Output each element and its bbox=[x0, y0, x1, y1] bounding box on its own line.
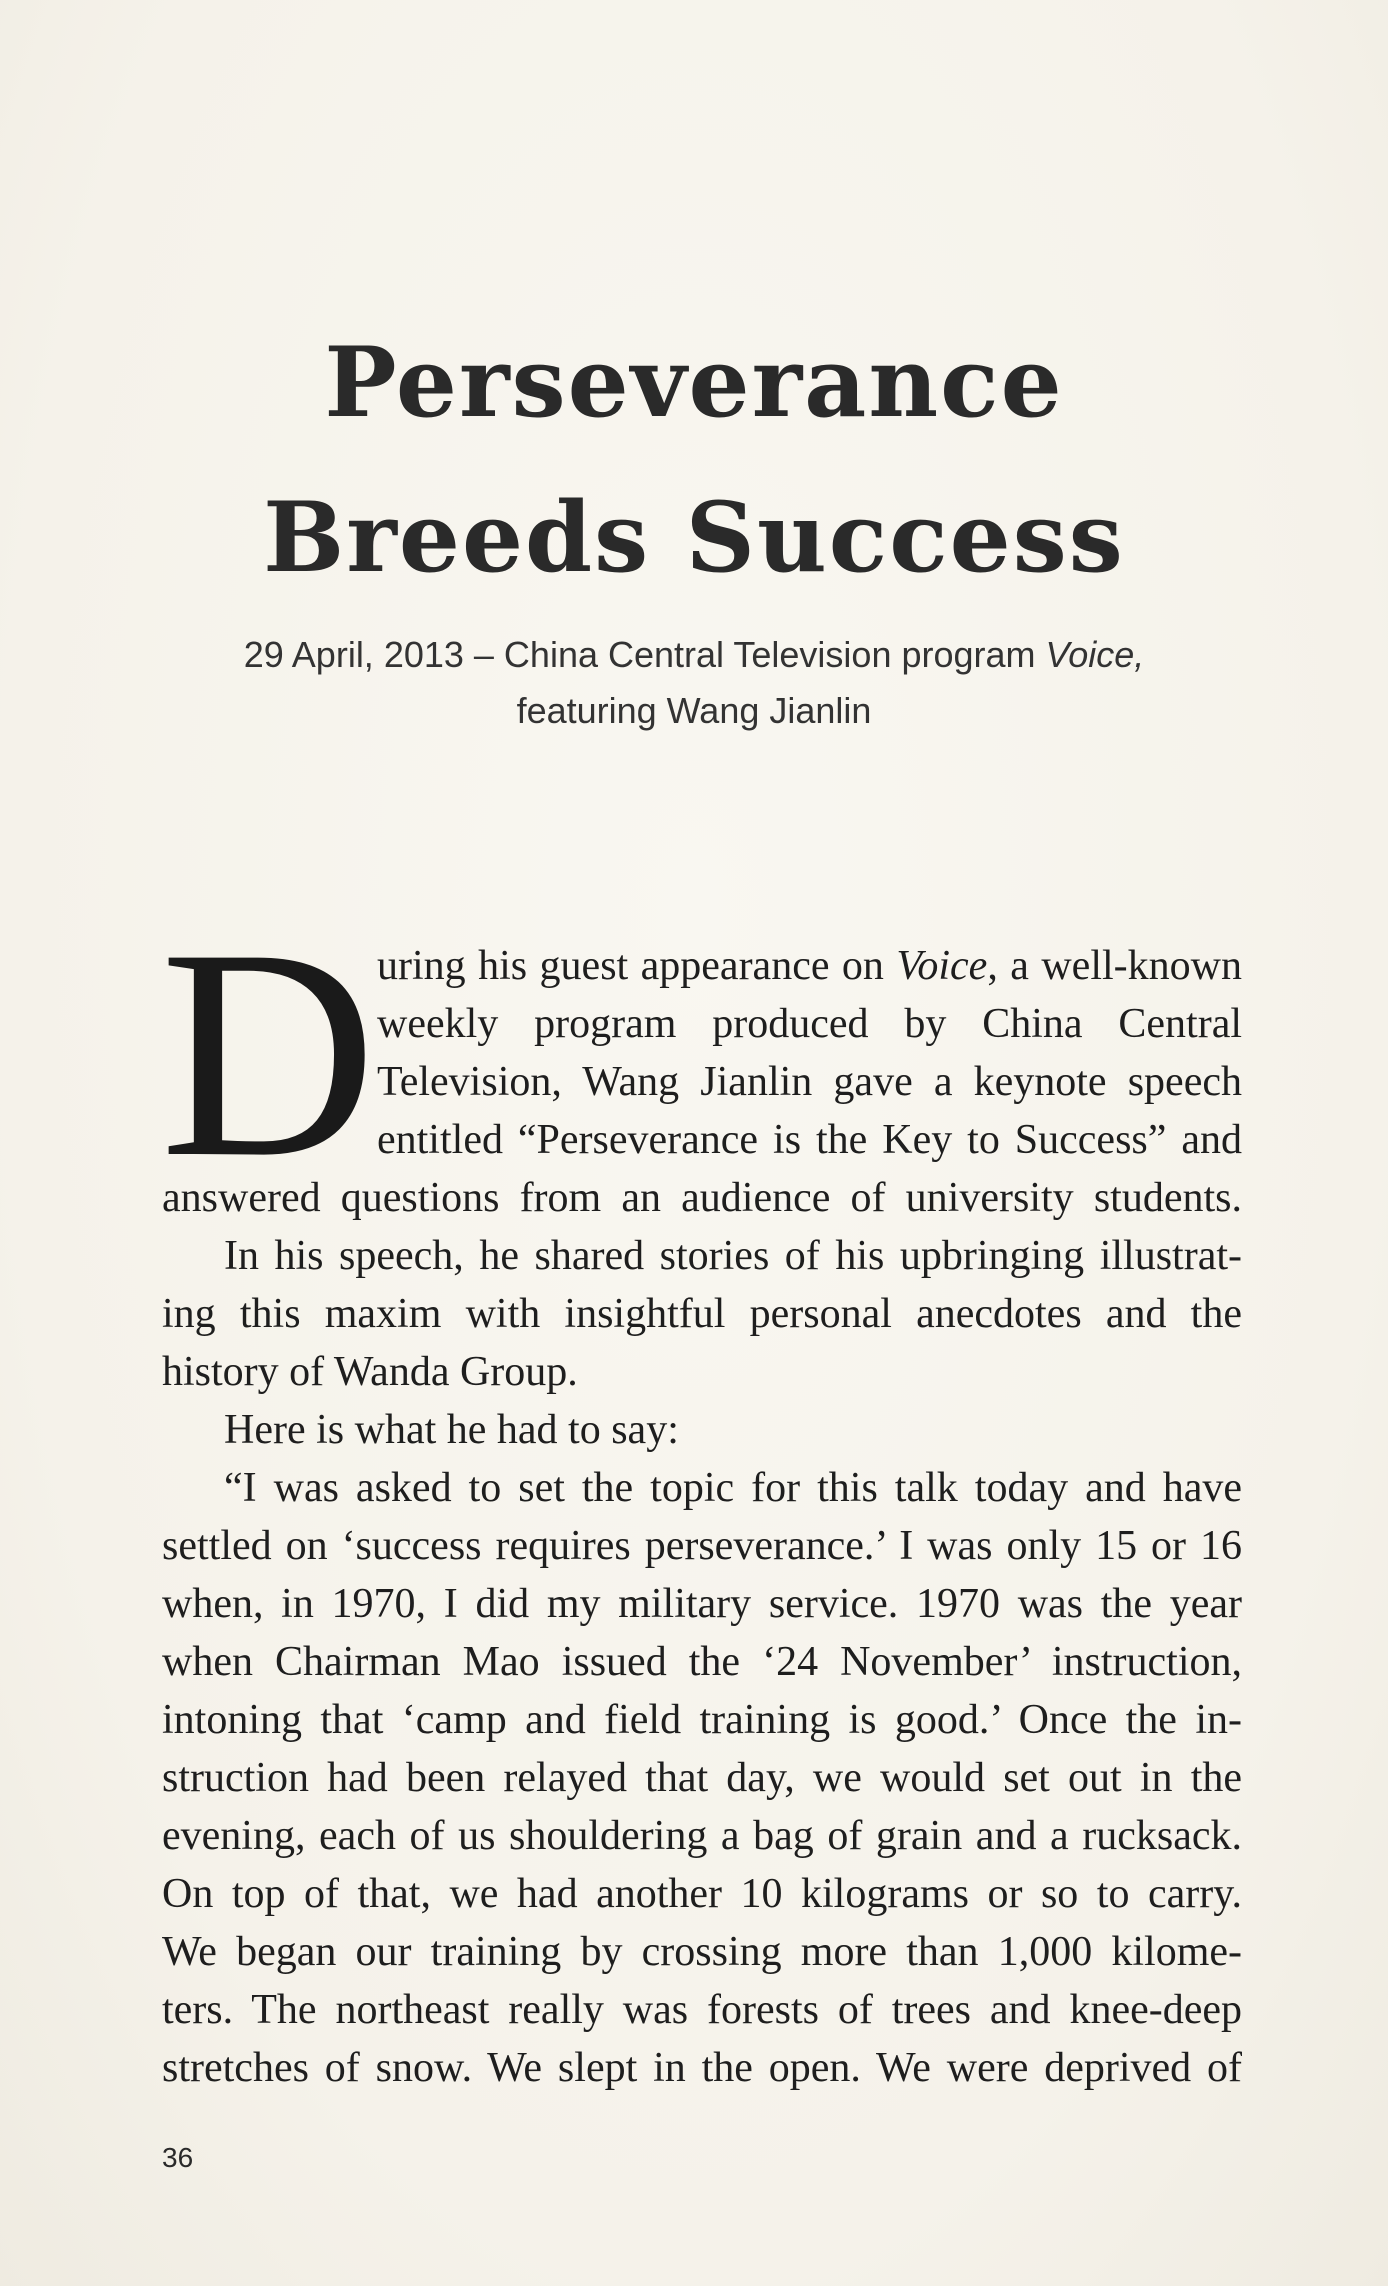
para4-line-4: when Chairman Mao issued the ‘24 November’ instruction, bbox=[162, 1639, 1242, 1685]
para4-line-5: intoning that ‘camp and field training is good.’ Once the in- bbox=[162, 1697, 1242, 1743]
para2-line-3: history of Wanda Group. bbox=[162, 1349, 578, 1395]
para1-line-1: uring his guest appearance on Voice, a well-known bbox=[377, 943, 1242, 989]
para4-line-8: On top of that, we had another 10 kilograms or so to carry. bbox=[162, 1871, 1242, 1917]
drop-cap: D bbox=[160, 887, 377, 1219]
subtitle-program-name: Voice, bbox=[1045, 634, 1145, 675]
para4-line-7: evening, each of us shouldering a bag of grain and a rucksack. bbox=[162, 1813, 1242, 1859]
para2-line-1: In his speech, he shared stories of his upbringing illustrat- bbox=[224, 1233, 1242, 1279]
chapter-title-line-2: Breeds Success bbox=[263, 481, 1125, 594]
para1-line-2: weekly program produced by China Central bbox=[377, 1001, 1242, 1047]
subtitle-line-2: featuring Wang Jianlin bbox=[516, 690, 872, 731]
para4-line-9: We began our training by crossing more than 1,000 kilome- bbox=[162, 1929, 1242, 1975]
para4-line-2: settled on ‘success requires perseverance.’ I was only 15 or 16 bbox=[162, 1523, 1242, 1569]
para4-line-11: stretches of snow. We slept in the open. We were deprived of bbox=[162, 2045, 1242, 2091]
chapter-title-line-1: Perseverance bbox=[324, 326, 1064, 439]
page-number: 36 bbox=[162, 2142, 194, 2173]
para1-line-5: answered questions from an audience of university students. bbox=[162, 1175, 1242, 1221]
para4-line-10: ters. The northeast really was forests of trees and knee-deep bbox=[162, 1987, 1242, 2033]
para4-line-6: struction had been relayed that day, we would set out in the bbox=[162, 1755, 1242, 1801]
para2-line-2: ing this maxim with insightful personal anecdotes and the bbox=[162, 1291, 1242, 1337]
subtitle-line-1 bbox=[0, 627, 1388, 683]
para1-line-4: entitled “Perseverance is the Key to Success” and bbox=[377, 1117, 1242, 1163]
para4-line-1: “I was asked to set the topic for this talk today and have bbox=[224, 1465, 1242, 1511]
para3-line-1: Here is what he had to say: bbox=[224, 1407, 679, 1453]
para4-line-3: when, in 1970, I did my military service. 1970 was the year bbox=[162, 1581, 1242, 1627]
para1-line-3: Television, Wang Jianlin gave a keynote speech bbox=[377, 1059, 1242, 1105]
subtitle-date-source: 29 April, 2013 – China Central Television program bbox=[243, 634, 1046, 675]
